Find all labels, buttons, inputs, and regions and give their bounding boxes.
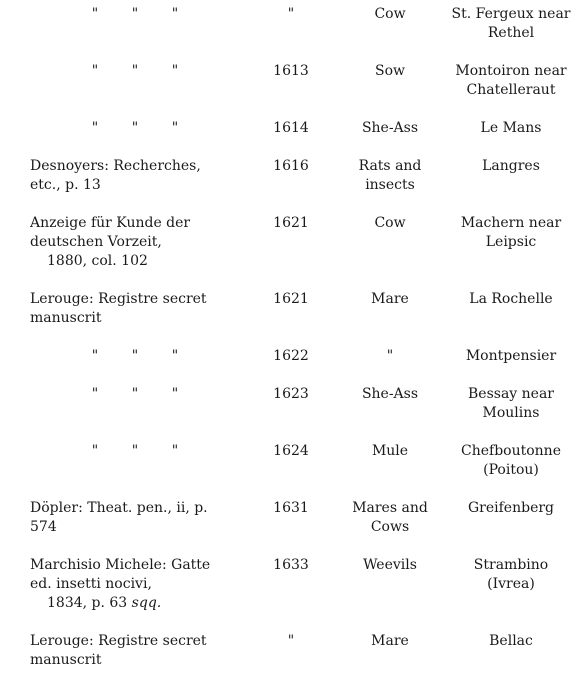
animal-cell: Mares and Cows	[352, 500, 428, 535]
year-cell: 1622	[273, 348, 309, 364]
year-cell: 1621	[273, 215, 309, 231]
place-cell: Montoiron near Chatelleraut	[455, 63, 567, 98]
source-ditto-marks	[80, 385, 190, 404]
ditto-mark: "	[171, 63, 179, 79]
year-cell: 1631	[273, 500, 309, 516]
ditto-mark: "	[91, 348, 99, 364]
animal-cell: Mule	[371, 443, 409, 459]
source-cell: Döpler: Theat. pen., ii, p. 574	[30, 500, 208, 535]
source-cell	[30, 214, 235, 271]
animal-cell: Mare	[371, 291, 409, 307]
source-sqq: sqq.	[131, 595, 162, 611]
source-continuation	[30, 594, 235, 613]
year-cell: 1624	[273, 443, 309, 459]
year-cell: 1623	[273, 386, 309, 402]
ditto-mark: "	[91, 386, 99, 402]
ditto-mark: "	[171, 348, 179, 364]
source-ditto-marks	[80, 119, 190, 138]
animal-cell: Rats and insects	[358, 158, 422, 193]
place-cell: Chefboutonne (Poitou)	[461, 443, 561, 478]
place-cell: Bessay near Moulins	[468, 386, 554, 421]
source-page: 1834, p. 63	[47, 595, 128, 611]
place-cell: Strambino (Ivrea)	[473, 557, 549, 592]
animal-cell: "	[386, 348, 394, 364]
place-cell: Montpensier	[465, 348, 557, 364]
source-ditto-marks	[80, 62, 190, 81]
animal-cell: Cow	[374, 215, 406, 231]
animal-cell: Sow	[374, 63, 405, 79]
ditto-mark: "	[91, 120, 99, 136]
ditto-mark: "	[171, 120, 179, 136]
ditto-mark: "	[131, 443, 139, 459]
ditto-mark: "	[91, 63, 99, 79]
source-ditto-marks	[80, 347, 190, 366]
ditto-mark: "	[91, 443, 99, 459]
source-cell: Lerouge: Registre secret manuscrit	[30, 291, 207, 326]
place-cell: Le Mans	[480, 120, 542, 136]
ditto-mark: "	[171, 386, 179, 402]
place-cell: Langres	[482, 158, 540, 174]
year-cell: 1614	[273, 120, 309, 136]
animal-cell: She-Ass	[361, 120, 419, 136]
source-ditto-marks	[80, 5, 190, 24]
year-cell: 1613	[273, 63, 309, 79]
animal-cell: Cow	[374, 6, 406, 22]
source-cell: Lerouge: Registre secret manuscrit	[30, 633, 207, 668]
year-cell: 1621	[273, 291, 309, 307]
ditto-mark: "	[131, 386, 139, 402]
place-cell: St. Fergeux near Rethel	[451, 6, 571, 41]
source-text: Anzeige für Kunde der deutschen Vorzeit,	[30, 215, 191, 250]
year-cell: 1633	[273, 557, 309, 573]
place-cell: Machern near Leipsic	[460, 215, 562, 250]
source-ditto-marks	[80, 442, 190, 461]
animal-cell: Mare	[371, 633, 409, 649]
animal-cell: She-Ass	[361, 386, 419, 402]
source-cell: Desnoyers: Recherches, etc., p. 13	[30, 158, 201, 193]
place-cell: La Rochelle	[469, 291, 553, 307]
place-cell: Greifenberg	[467, 500, 555, 516]
ditto-mark: "	[171, 443, 179, 459]
ditto-mark: "	[131, 120, 139, 136]
place-cell: Bellac	[489, 633, 533, 649]
ditto-mark: "	[131, 63, 139, 79]
source-cell	[30, 556, 235, 613]
year-cell: 1616	[273, 158, 309, 174]
ditto-mark: "	[91, 6, 99, 22]
animal-cell: Weevils	[363, 557, 417, 573]
source-text: Marchisio Michele: Gatte ed. insetti nocivi,	[30, 557, 211, 592]
ditto-mark: "	[131, 6, 139, 22]
source-continuation: 1880, col. 102	[47, 253, 148, 269]
ditto-mark: "	[131, 348, 139, 364]
year-cell: "	[287, 6, 295, 22]
year-cell: "	[287, 633, 295, 649]
ditto-mark: "	[171, 6, 179, 22]
